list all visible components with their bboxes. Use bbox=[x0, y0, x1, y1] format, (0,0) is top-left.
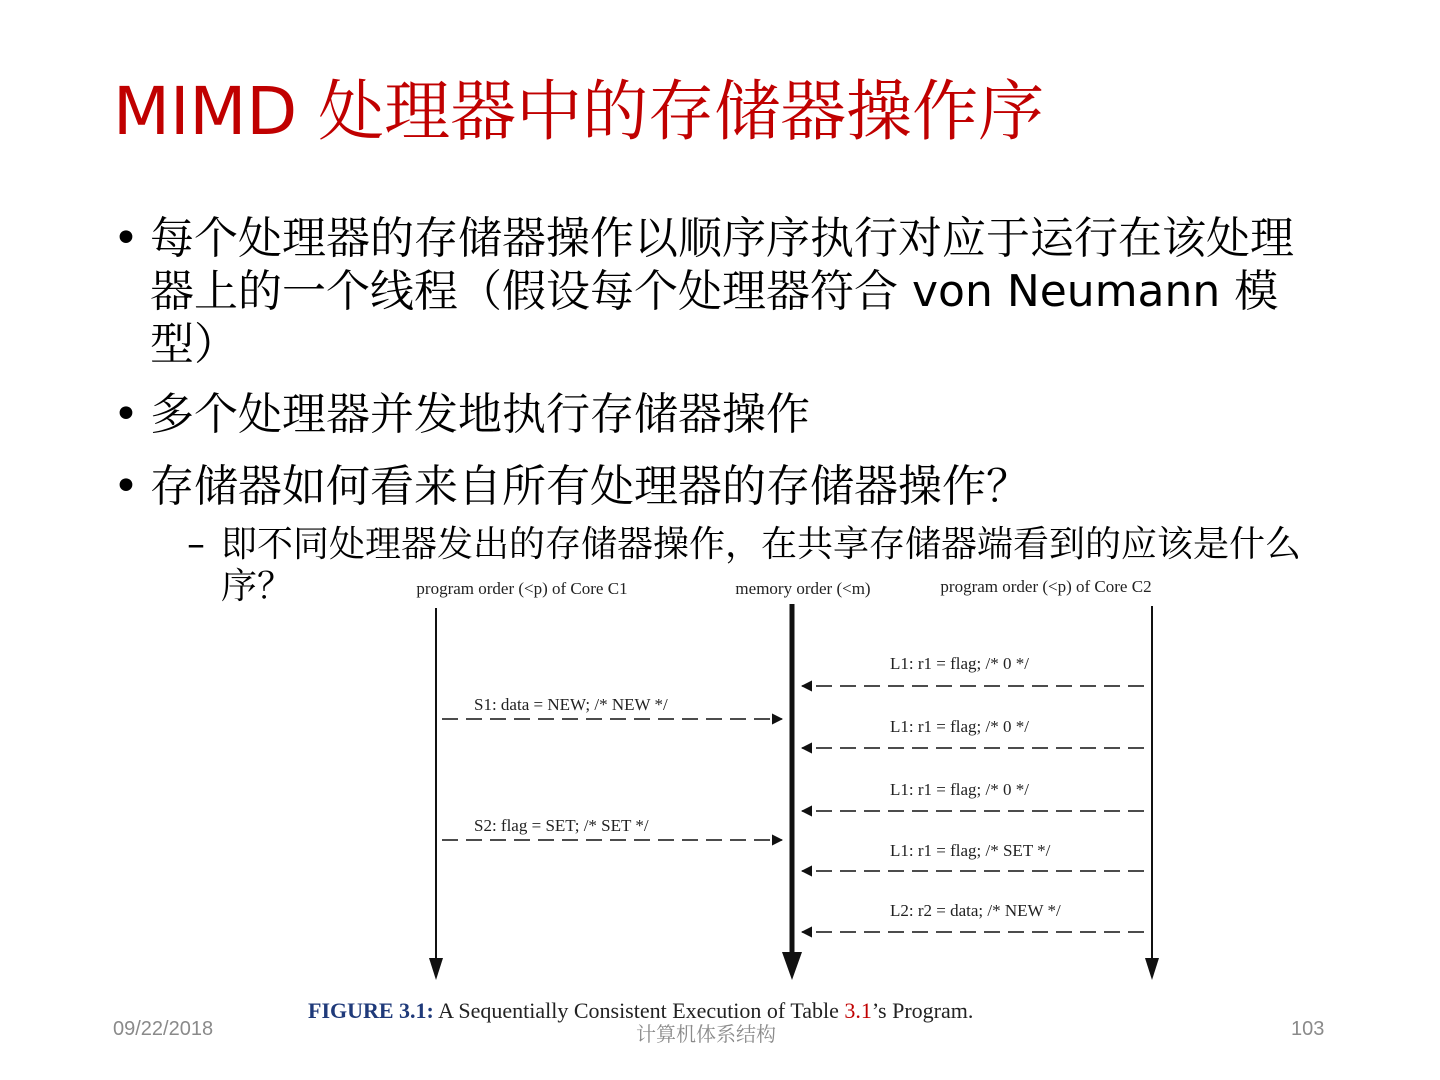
sub-bullet-marker: – bbox=[187, 524, 205, 565]
bullet-marker: • bbox=[113, 389, 139, 440]
c1-timeline-arrowhead bbox=[429, 958, 443, 980]
footer-course: 计算机体系结构 bbox=[636, 1024, 776, 1046]
c2-op-label: L2: r2 = data; /* NEW */ bbox=[890, 901, 1061, 920]
c1-header: program order (<p) of Core C1 bbox=[416, 579, 628, 598]
sub-bullet-text: 即不同处理器发出的存储器操作，在共享存储器端看到的应该是什么序？ bbox=[221, 524, 1302, 607]
memory-order-header: memory order (<m) bbox=[735, 579, 871, 598]
memory-timeline-arrowhead bbox=[782, 952, 802, 980]
bullet-marker: • bbox=[113, 213, 139, 264]
c2-op-label: L1: r1 = flag; /* SET */ bbox=[890, 841, 1051, 860]
c2-timeline-arrowhead bbox=[1145, 958, 1159, 980]
slide-title: MIMD 处理器中的存储器操作序 bbox=[113, 73, 1045, 150]
bullet-text: 存储器如何看来自所有处理器的存储器操作？ bbox=[150, 461, 1030, 512]
c2-op-label: L1: r1 = flag; /* 0 */ bbox=[890, 654, 1029, 673]
footer-page-number: 103 bbox=[1291, 1018, 1325, 1040]
caption-ref-link: 3.1 bbox=[844, 998, 872, 1023]
footer-date: 09/22/2018 bbox=[113, 1018, 214, 1040]
bullet-text: 多个处理器并发地执行存储器操作 bbox=[150, 389, 810, 440]
c2-op-label: L1: r1 = flag; /* 0 */ bbox=[890, 780, 1029, 799]
c2-header: program order (<p) of Core C2 bbox=[940, 577, 1152, 596]
bullet-text: 每个处理器的存储器操作以顺序序执行对应于运行在该处理器上的一个线程（假设每个处理器符合 von Neumann 模型） bbox=[150, 213, 1294, 370]
caption-prefix: FIGURE 3.1: bbox=[308, 998, 434, 1023]
caption-text-a: A Sequentially Consistent Execution of Table bbox=[433, 998, 845, 1023]
c1-op-label: S1: data = NEW; /* NEW */ bbox=[474, 695, 668, 714]
bullet-marker: • bbox=[113, 461, 139, 512]
caption-text-b: ’s Program. bbox=[871, 998, 974, 1023]
c2-op-label: L1: r1 = flag; /* 0 */ bbox=[890, 717, 1029, 736]
c1-op-label: S2: flag = SET; /* SET */ bbox=[474, 816, 649, 835]
